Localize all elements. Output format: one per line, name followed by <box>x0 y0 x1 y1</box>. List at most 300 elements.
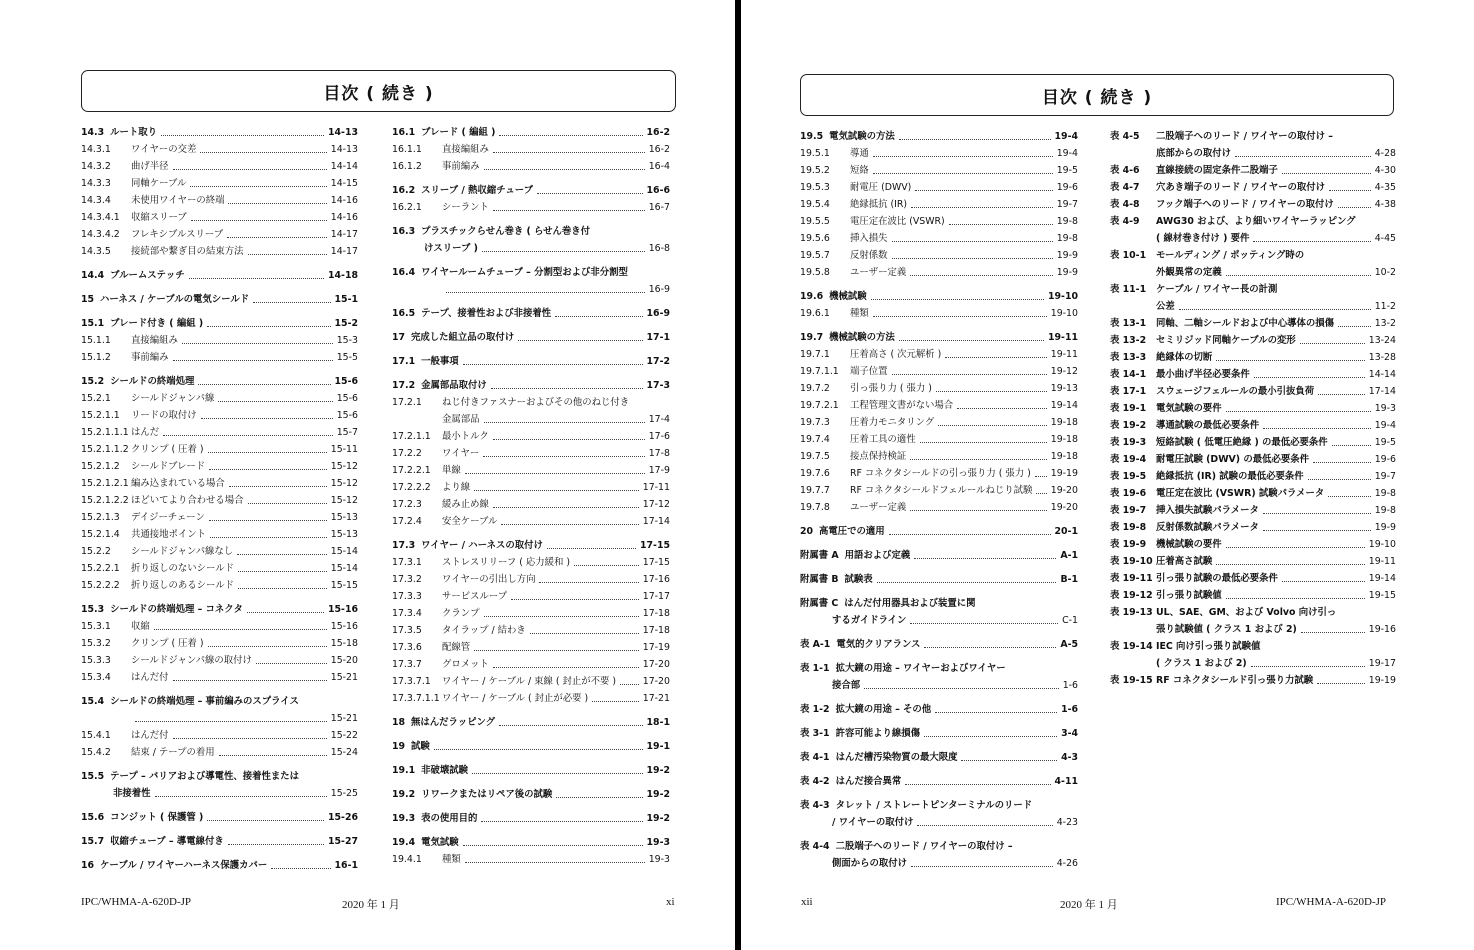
dot-leader <box>889 534 1051 535</box>
toc-entry-number: 19.6 <box>800 291 824 302</box>
toc-entry-page: 15-24 <box>330 747 358 758</box>
toc-entry <box>81 315 358 332</box>
toc-entry-number: 14.4 <box>81 270 105 281</box>
toc-entry-page: 17-12 <box>642 499 670 510</box>
dot-leader <box>191 220 327 221</box>
toc-entry-title: 収縮スリーブ <box>131 212 187 223</box>
toc-entry <box>800 431 1078 448</box>
toc-entry-number: 表 13-2 <box>1110 335 1147 346</box>
toc-entry <box>81 492 358 509</box>
toc-entry-page: 4-38 <box>1374 199 1396 210</box>
dot-leader <box>465 473 645 474</box>
dot-leader <box>247 612 324 613</box>
toc-entry-title: ( 線材巻き付け ) 要件 <box>1156 233 1250 244</box>
toc-entry-title: 圧着力モニタリング <box>850 417 935 428</box>
toc-entry-page: 19-19 <box>1368 675 1396 686</box>
dot-leader <box>501 524 638 525</box>
toc-entry-number: 15.3.2 <box>81 638 111 649</box>
toc-entry-number: 15.1 <box>81 318 105 329</box>
dot-leader <box>539 582 638 583</box>
toc-entry-title: ストレスリリーフ ( 応力緩和 ) <box>442 557 571 568</box>
toc-entry-number: 表 4-3 <box>800 800 830 811</box>
toc-entry-title: クリンプ ( 圧着 ) <box>131 444 204 455</box>
toc-entry <box>392 738 670 755</box>
toc-entry-title: 収縮 <box>131 621 150 632</box>
toc-entry-number: 19.7.8 <box>800 502 830 513</box>
toc-entry-number: 15.2.1.3 <box>81 512 120 523</box>
toc-entry-title: ブレード付き ( 編組 ) <box>110 318 204 329</box>
toc-entry-title: するガイドライン <box>832 615 907 626</box>
toc-entry-title: リードの取付け <box>131 410 197 421</box>
toc-entry-title: 二股端子へのリード / ワイヤーの取付け – <box>1156 131 1333 142</box>
toc-entry-title: 折り返しのあるシールド <box>131 580 234 591</box>
dot-leader <box>482 251 645 252</box>
toc-entry-title: テープ – バリアおよび導電性、接着性または <box>110 771 300 782</box>
dot-leader <box>499 725 642 726</box>
dot-leader <box>556 797 642 798</box>
toc-entry-title: 電気試験の要件 <box>1156 403 1222 414</box>
toc-entry <box>81 192 358 209</box>
toc-entry-page: 4-30 <box>1374 165 1396 176</box>
toc-entry <box>800 288 1078 305</box>
toc-column-1 <box>81 124 358 874</box>
toc-entry-number: 17.2.2 <box>392 448 422 459</box>
dot-leader <box>484 169 645 170</box>
toc-entry-number: 15.6 <box>81 812 105 823</box>
toc-entry <box>800 397 1078 414</box>
toc-entry-number: 附属書 C <box>800 598 839 609</box>
toc-entry-title: ユーザー定義 <box>850 502 907 513</box>
toc-entry-page: 15-7 <box>336 427 358 438</box>
toc-entry-page: 3-4 <box>1061 728 1078 739</box>
toc-entry-page: 19-10 <box>1368 539 1396 550</box>
toc-entry-title: 試験 <box>411 741 430 752</box>
toc-entry-number: 19.1 <box>392 765 416 776</box>
toc-entry-number: 表 19-8 <box>1110 522 1147 533</box>
toc-entry <box>392 329 670 346</box>
toc-entry-title: 機械試験の要件 <box>1156 539 1222 550</box>
toc-entry-title: 安全ケーブル <box>442 516 498 527</box>
dot-leader <box>238 571 327 572</box>
toc-entry-page: 15-5 <box>336 352 358 363</box>
toc-entry-page: 15-6 <box>336 393 358 404</box>
toc-entry-page: 19-14 <box>1368 573 1396 584</box>
dot-leader <box>935 712 1057 713</box>
toc-entry <box>800 612 1078 629</box>
toc-entry <box>392 537 670 554</box>
toc-entry-number: 表 10-1 <box>1110 250 1147 261</box>
footer-page-number: xi <box>666 896 675 908</box>
toc-entry-title: クリンプ ( 圧着 ) <box>131 638 204 649</box>
toc-entry <box>81 601 358 618</box>
toc-entry-title: IEC 向け引っ張り試験値 <box>1156 641 1261 652</box>
toc-entry <box>1110 315 1396 332</box>
toc-entry-page: 19-10 <box>1048 291 1078 302</box>
toc-entry-number: 14.3.4 <box>81 195 111 206</box>
toc-entry-number: 表 19-7 <box>1110 505 1147 516</box>
toc-entry-page: 19-2 <box>646 765 670 776</box>
dot-leader <box>493 507 639 508</box>
toc-entry-title: 無はんだラッピング <box>411 717 496 728</box>
toc-entry-page: 14-17 <box>330 229 358 240</box>
dot-leader <box>271 868 330 869</box>
toc-entry-page: 16-1 <box>334 860 358 871</box>
dot-leader <box>877 582 1057 583</box>
toc-entry-title: 導通試験の最低必要条件 <box>1156 420 1260 431</box>
toc-entry-title: ワイヤー / ケーブル / 束線 ( 封止が不要 ) <box>442 676 616 687</box>
toc-entry-title: 拡大鏡の用途 – その他 <box>835 704 932 715</box>
toc-entry-page: 17-2 <box>646 356 670 367</box>
toc-entry <box>81 209 358 226</box>
dot-leader <box>1235 156 1371 157</box>
toc-entry-page: 1-6 <box>1061 704 1078 715</box>
toc-entry <box>1110 230 1396 247</box>
dot-leader <box>465 862 645 863</box>
dot-leader <box>899 340 1044 341</box>
dot-leader <box>1263 513 1371 514</box>
toc-entry-page: 19-8 <box>1056 233 1078 244</box>
toc-entry-title: 絶縁抵抗 (IR) <box>850 199 908 210</box>
toc-entry-number: 表 19-13 <box>1110 607 1153 618</box>
toc-entry-number: 15.2.1.1.2 <box>81 444 129 455</box>
footer-doc-id: IPC/WHMA-A-620D-JP <box>81 896 191 908</box>
toc-entry-title: はんだ付用器具および装置に関 <box>844 598 976 609</box>
toc-entry-page: 17-17 <box>642 591 670 602</box>
toc-entry <box>1110 655 1396 672</box>
toc-entry <box>800 264 1078 281</box>
toc-entry-number: 附属書 B <box>800 574 839 585</box>
toc-entry-number: 17.3.3 <box>392 591 422 602</box>
toc-entry-number: 表 4-4 <box>800 841 830 852</box>
toc-entry-number: 表 19-1 <box>1110 403 1147 414</box>
toc-entry-page: 19-2 <box>646 813 670 824</box>
toc-entry <box>392 411 670 428</box>
toc-entry-number: 表 19-11 <box>1110 573 1153 584</box>
toc-entry <box>1110 298 1396 315</box>
toc-entry-page: 19-18 <box>1050 417 1078 428</box>
dot-leader <box>201 418 333 419</box>
toc-entry-page: 4-11 <box>1054 776 1078 787</box>
toc-entry-number: 19.5.4 <box>800 199 830 210</box>
dot-leader <box>208 646 327 647</box>
dot-leader <box>208 452 327 453</box>
toc-entry <box>392 223 670 240</box>
toc-entry-page: 16-6 <box>646 185 670 196</box>
toc-entry-number: 15.2.1.1 <box>81 410 120 421</box>
toc-entry-title: 側面からの取付け <box>832 858 908 869</box>
toc-entry-title: RF コネクタシールドフェルールねじり試験 <box>850 485 1033 496</box>
toc-entry-number: 19.3 <box>392 813 416 824</box>
toc-entry <box>81 407 358 424</box>
toc-entry-title: ワイヤー / ハーネスの取付け <box>421 540 543 551</box>
dot-leader <box>173 738 327 739</box>
toc-entry-number: 表 4-1 <box>800 752 830 763</box>
toc-entry-number: 表 19-6 <box>1110 488 1147 499</box>
dot-leader <box>1338 207 1371 208</box>
toc-entry-title: 接合部 <box>832 680 861 691</box>
toc-entry-title: 圧着高さ試験 <box>1156 556 1213 567</box>
dot-leader <box>1254 377 1365 378</box>
toc-entry-page: 17-4 <box>648 414 670 425</box>
toc-entry-page: 15-2 <box>334 318 358 329</box>
dot-leader <box>574 565 639 566</box>
dot-leader <box>620 684 639 685</box>
toc-entry <box>392 622 670 639</box>
dot-leader <box>1253 241 1370 242</box>
toc-entry <box>800 773 1078 790</box>
toc-entry-title: はんだ付 <box>131 730 169 741</box>
toc-entry-number: 表 19-9 <box>1110 539 1147 550</box>
dot-leader <box>189 278 324 279</box>
dot-leader <box>1179 309 1371 310</box>
dot-leader <box>892 374 1047 375</box>
toc-entry-number: 17.3.1 <box>392 557 422 568</box>
dot-leader <box>945 357 1046 358</box>
toc-entry-number: 17.3.4 <box>392 608 422 619</box>
toc-entry-page: 15-26 <box>328 812 358 823</box>
toc-entry-page: 15-22 <box>330 730 358 741</box>
toc-entry <box>800 162 1078 179</box>
toc-entry-title: 圧着工具の適性 <box>850 434 916 445</box>
toc-entry-title: コンジット ( 保護管 ) <box>110 812 204 823</box>
toc-entry <box>81 669 358 686</box>
toc-entry-page: 19-3 <box>1374 403 1396 414</box>
toc-entry-page: 16-4 <box>648 161 670 172</box>
toc-entry <box>392 462 670 479</box>
toc-entry-number: 表 4-9 <box>1110 216 1140 227</box>
toc-entry <box>1110 621 1396 638</box>
toc-entry-number: 16.3 <box>392 226 416 237</box>
toc-entry-title: 種類 <box>850 308 869 319</box>
toc-entry-title: はんだ接合異常 <box>835 776 902 787</box>
toc-entry <box>1110 179 1396 196</box>
toc-entry-number: 15.2.2 <box>81 546 111 557</box>
toc-entry-page: 18-1 <box>646 717 670 728</box>
toc-entry-title: 引っ張り試験値 <box>1156 590 1222 601</box>
dot-leader <box>491 388 643 389</box>
toc-entry <box>392 353 670 370</box>
toc-entry-page: 17-15 <box>640 540 670 551</box>
right-page <box>741 0 1474 950</box>
toc-entry-title: 同軸ケーブル <box>131 178 187 189</box>
toc-entry-page: 17-19 <box>642 642 670 653</box>
dot-leader <box>530 633 639 634</box>
toc-entry-title: 一般事項 <box>421 356 459 367</box>
dot-leader <box>938 425 1047 426</box>
dot-leader <box>493 210 645 211</box>
dot-leader <box>1251 666 1365 667</box>
toc-entry <box>800 571 1078 588</box>
toc-entry <box>1110 434 1396 451</box>
toc-entry-page: A-5 <box>1060 639 1078 650</box>
toc-entry-page: 19-7 <box>1374 471 1396 482</box>
toc-entry-number: 17.3.2 <box>392 574 422 585</box>
toc-entry <box>392 199 670 216</box>
toc-entry-title: 完成した組立品の取付け <box>411 332 515 343</box>
toc-entry-page: 17-11 <box>642 482 670 493</box>
toc-entry-title: AWG30 および、より細いワイヤーラッピング <box>1156 216 1356 227</box>
toc-entry <box>1110 332 1396 349</box>
toc-entry-page: 19-18 <box>1050 451 1078 462</box>
toc-entry-page: 19-14 <box>1050 400 1078 411</box>
toc-entry-number: 表 13-1 <box>1110 318 1147 329</box>
dot-leader <box>228 844 324 845</box>
toc-column-2 <box>1110 128 1396 689</box>
toc-entry-number: 表 A-1 <box>800 639 831 650</box>
toc-entry-title: ユーザー定義 <box>850 267 907 278</box>
dot-leader <box>957 408 1047 409</box>
dot-leader <box>434 749 643 750</box>
toc-entry-page: 15-6 <box>336 410 358 421</box>
dot-leader <box>1301 632 1365 633</box>
toc-entry-title: ねじ付きファスナーおよびその他のねじ付き <box>442 397 630 408</box>
toc-entry-title: 許容可能より線損傷 <box>835 728 920 739</box>
toc-entry <box>1110 519 1396 536</box>
toc-entry-page: 17-15 <box>642 557 670 568</box>
toc-entry-number: 表 1-2 <box>800 704 830 715</box>
toc-entry-page: 14-14 <box>330 161 358 172</box>
toc-entry-title: シールドの終端処理 – 事前編みのスプライス <box>110 696 299 707</box>
toc-entry-title: タイラップ / 結わき <box>442 625 526 636</box>
toc-entry-number: 表 4-7 <box>1110 182 1140 193</box>
dot-leader <box>499 135 642 136</box>
dot-leader <box>871 299 1044 300</box>
toc-entry-number: 14.3.4.1 <box>81 212 120 223</box>
dot-leader <box>161 135 324 136</box>
dot-leader <box>237 554 327 555</box>
toc-entry-page: 15-14 <box>330 546 358 557</box>
toc-entry-title: 用語および定義 <box>844 550 911 561</box>
dot-leader <box>173 169 327 170</box>
toc-entry-number: 17.3.7.1.1 <box>392 693 440 704</box>
toc-entry-title: 耐電圧 (DWV) <box>850 182 912 193</box>
toc-entry-page: 15-18 <box>330 638 358 649</box>
toc-entry <box>81 560 358 577</box>
toc-entry <box>392 588 670 605</box>
toc-entry <box>1110 502 1396 519</box>
toc-entry-title: 外観異常の定義 <box>1156 267 1222 278</box>
toc-entry-page: A-1 <box>1060 550 1078 561</box>
toc-entry-number: 表 19-10 <box>1110 556 1153 567</box>
toc-entry <box>1110 281 1396 298</box>
toc-entry-number: 表 4-8 <box>1110 199 1140 210</box>
toc-entry-number: 14.3.4.2 <box>81 229 120 240</box>
toc-entry <box>81 652 358 669</box>
toc-entry-number: 15.2.2.2 <box>81 580 120 591</box>
toc-entry-number: 15.5 <box>81 771 105 782</box>
toc-entry-page: 19-11 <box>1368 556 1396 567</box>
dot-leader <box>228 203 326 204</box>
toc-entry-page: 4-26 <box>1056 858 1078 869</box>
toc-entry-number: 15.1.2 <box>81 352 111 363</box>
toc-entry-number: 表 4-2 <box>800 776 830 787</box>
toc-entry-number: 14.3.2 <box>81 161 111 172</box>
toc-entry-number: 表 17-1 <box>1110 386 1147 397</box>
toc-entry <box>1110 451 1396 468</box>
toc-entry <box>800 196 1078 213</box>
toc-entry-title: 電気的クリアランス <box>836 639 921 650</box>
toc-entry-page: 19-8 <box>1374 488 1396 499</box>
toc-entry <box>1110 638 1396 655</box>
dot-leader <box>1300 343 1365 344</box>
toc-entry <box>800 701 1078 718</box>
toc-entry-number: 19.5.8 <box>800 267 830 278</box>
toc-entry <box>1110 553 1396 570</box>
dot-leader <box>481 821 642 822</box>
toc-entry-page: 4-35 <box>1374 182 1396 193</box>
toc-entry-title: 挿入損失 <box>850 233 888 244</box>
toc-entry-number: 表 4-6 <box>1110 165 1140 176</box>
toc-entry-number: 15.2.2.1 <box>81 563 120 574</box>
toc-entry <box>1110 468 1396 485</box>
toc-entry <box>800 855 1078 872</box>
toc-entry-page: 16-9 <box>648 284 670 295</box>
dot-leader <box>256 663 327 664</box>
toc-entry-title: 反射係数 <box>850 250 888 261</box>
toc-entry <box>392 182 670 199</box>
toc-entry <box>800 363 1078 380</box>
dot-leader <box>1216 564 1364 565</box>
toc-entry <box>800 660 1078 677</box>
toc-entry-page: 17-20 <box>642 659 670 670</box>
toc-entry <box>1110 587 1396 604</box>
dot-leader <box>1313 462 1371 463</box>
toc-entry <box>800 380 1078 397</box>
toc-entry <box>392 158 670 175</box>
toc-entry <box>392 513 670 530</box>
toc-entry-title: ほどいてより合わせる場合 <box>131 495 244 506</box>
toc-entry-title: 高電圧での適用 <box>819 526 885 537</box>
toc-entry-number: 表 19-3 <box>1110 437 1147 448</box>
toc-entry <box>392 690 670 707</box>
toc-entry <box>81 809 358 826</box>
toc-entry-title: 電圧定在波比 (VSWR) 試験パラメータ <box>1156 488 1325 499</box>
toc-entry <box>1110 417 1396 434</box>
dot-leader <box>135 721 327 722</box>
toc-entry-number: 16.1.2 <box>392 161 422 172</box>
toc-entry-number: 15.4.1 <box>81 730 111 741</box>
dot-leader <box>493 667 639 668</box>
toc-entry-page: 19-9 <box>1374 522 1396 533</box>
toc-entry <box>800 305 1078 322</box>
dot-leader <box>484 422 645 423</box>
toc-entry <box>81 441 358 458</box>
toc-entry <box>392 377 670 394</box>
dot-leader <box>911 207 1053 208</box>
toc-entry-page: 19-4 <box>1054 131 1078 142</box>
dot-leader <box>463 845 643 846</box>
toc-entry-page: 19-3 <box>646 837 670 848</box>
toc-entry-page: 19-7 <box>1056 199 1078 210</box>
dot-leader <box>924 647 1056 648</box>
toc-entry-number: 16.2 <box>392 185 416 196</box>
toc-entry <box>392 554 670 571</box>
toc-entry-page: 19-5 <box>1374 437 1396 448</box>
toc-entry-title: シールドジャンパ線の取付け <box>131 655 252 666</box>
toc-entry <box>392 714 670 731</box>
dot-leader <box>1226 598 1365 599</box>
dot-leader <box>873 173 1053 174</box>
toc-entry-number: 14.3.3 <box>81 178 111 189</box>
toc-entry-page: 15-21 <box>330 672 358 683</box>
toc-entry-number: 19.7.3 <box>800 417 830 428</box>
dot-leader <box>511 599 639 600</box>
toc-entry <box>800 482 1078 499</box>
toc-entry <box>81 577 358 594</box>
dot-leader <box>198 384 330 385</box>
toc-entry-page: 15-6 <box>334 376 358 387</box>
toc-entry <box>392 428 670 445</box>
